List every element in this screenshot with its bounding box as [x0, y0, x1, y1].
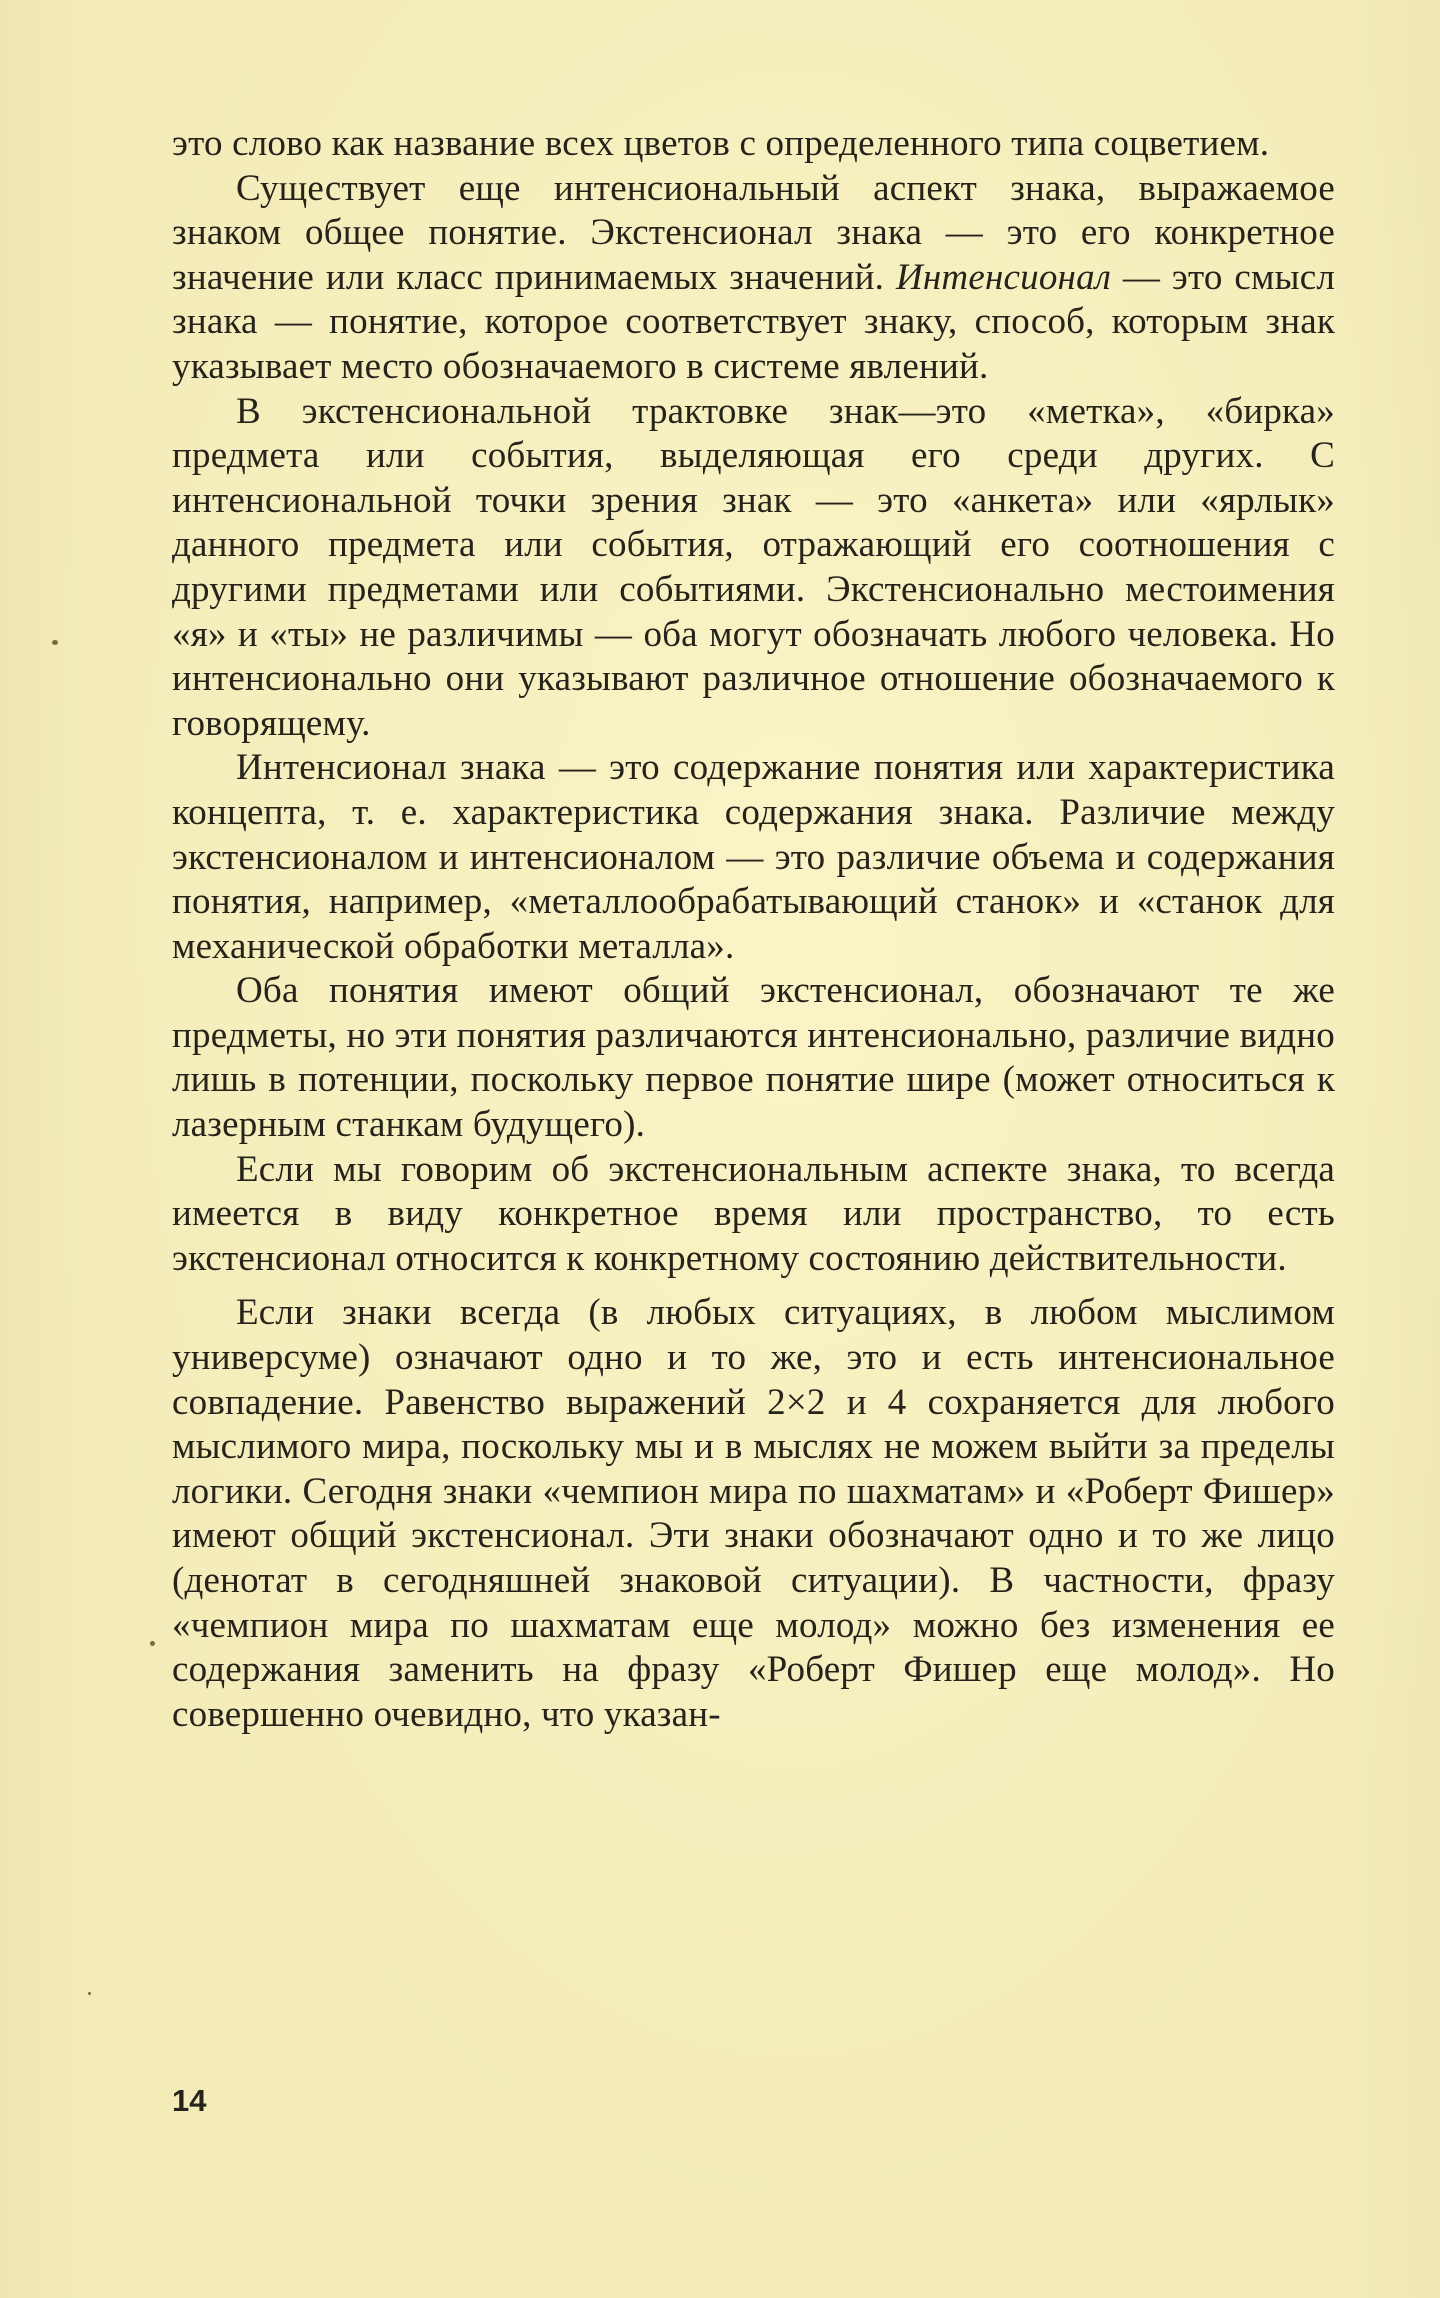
print-speck: [150, 1641, 155, 1646]
body-text: [172, 122, 1335, 1737]
paragraph-3: [172, 390, 1335, 747]
paragraph-text: Существует еще интенсиональный аспект знака, выражаемое знаком общее понятие. Экстенсионал знака — это его конкретное значение или класс принимаемых значений.: [172, 167, 1335, 298]
italic-term: Интенсионал: [895, 256, 1112, 298]
paragraph-text: Интенсионал знака — это содержание понятия или характеристика концепта, т. е. характеристика содержания знака. Различие между экстенсионалом и интенсионалом — это различие объема и содержания понятия, например, «металлообрабатывающий станок» и «станок для механической обработки металла».: [172, 747, 1335, 967]
paragraph-5: [172, 969, 1335, 1147]
paragraph-text: Если знаки всегда (в любых ситуациях, в любом мыслимом универсуме) означают одно и то же, это и есть интенсиональное совпадение. Равенство выражений 2×2 и 4 сохраняется для любого мыслимого мира, поскольку мы и в мыслях не можем выйти за пределы логики. Сегодня знаки «чемпион мира по шахматам» и «Роберт Фишер» имеют общий экстенсионал. Эти знаки обозначают одно и то же лицо (денотат в сегодняшней знаковой ситуации). В частности, фразу «чемпион мира по шахматам еще молод» можно без изменения ее содержания заменить на фразу «Роберт Фишер еще молод». Но совершенно очевидно, что указан-: [172, 1292, 1335, 1735]
paragraph-7: [172, 1291, 1335, 1737]
paragraph-6: [172, 1148, 1335, 1282]
paragraph-text: Если мы говорим об экстенсиональным аспекте знака, то всегда имеется в виду конкретное время или пространство, то есть экстенсионал относится к конкретному состоянию действительности.: [172, 1148, 1335, 1279]
print-speck: [88, 1992, 91, 1995]
print-speck: [52, 640, 58, 645]
paragraph-4: [172, 746, 1335, 969]
paragraph-text: В экстенсиональной трактовке знак—это «метка», «бирка» предмета или события, выделяющая его среди других. С интенсиональной точки зрения знак — это «анкета» или «ярлык» данного предмета или события, отражающий его соотношения с другими предметами или событиями. Экстенсионально местоимения «я» и «ты» не различимы — оба могут обозначать любого человека. Но интенсионально они указывают различное отношение обозначаемого к говорящему.: [172, 390, 1335, 744]
paragraph-text: Оба понятия имеют общий экстенсионал, обозначают те же предметы, но эти понятия различаются интенсионально, различие видно лишь в потенции, поскольку первое понятие шире (может относиться к лазерным станкам будущего).: [172, 970, 1335, 1146]
paragraph-text: это слово как название всех цветов с определенного типа соцветием.: [172, 123, 1270, 164]
paragraph-1: [172, 122, 1335, 167]
paragraph-2: [172, 167, 1335, 390]
paragraph-text: — это смысл знака — понятие, которое соответствует знаку, способ, которым знак указывает место обозначаемого в системе явлений.: [172, 256, 1335, 387]
page-number: 14: [172, 2083, 207, 2118]
